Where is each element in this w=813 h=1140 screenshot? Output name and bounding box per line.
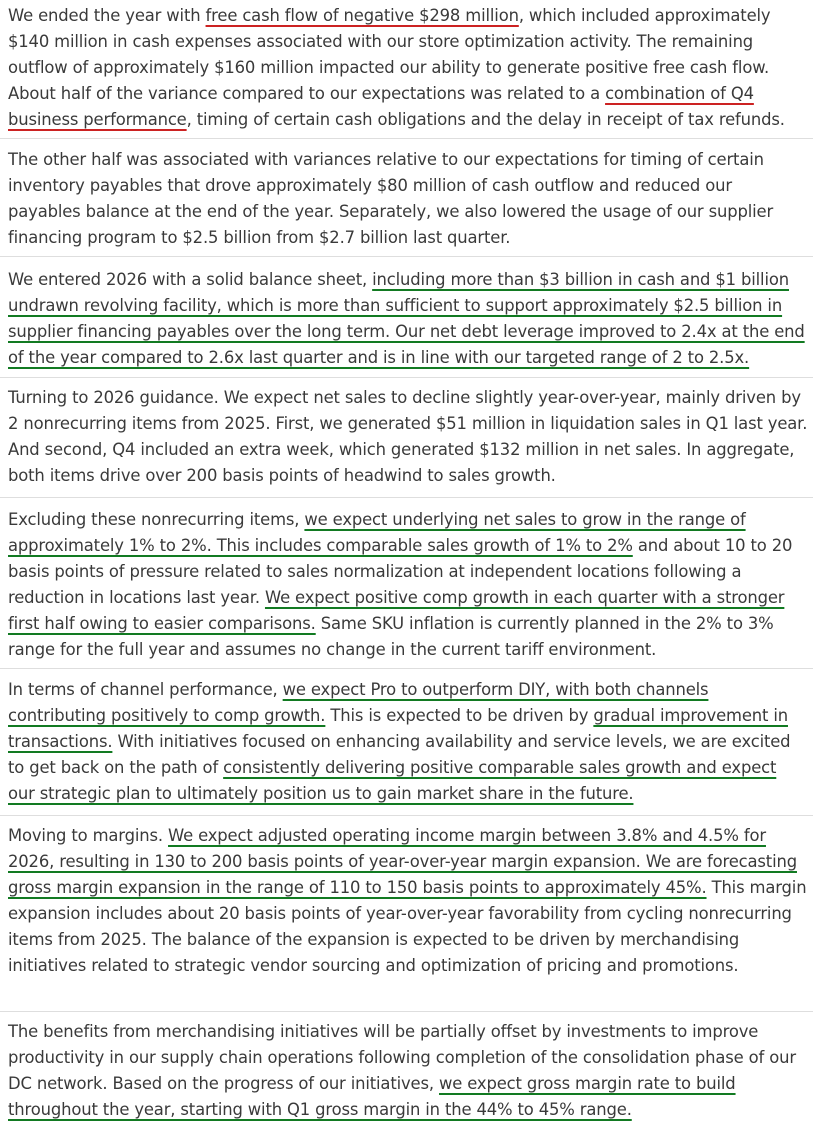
text-run: Moving to margins. (8, 826, 169, 845)
text-run: The other half was associated with variances relative to our expectations for timing of certain inventory payables that drove approximately $80 million of cash outflow and reduced our payables balance at the end of the year. Separately, we also lowered the usage of our supplier financing program to $2.5 billion from $2.7 billion last quarter. (8, 150, 774, 247)
green-underline-highlight: gradual improvement in transactions. (8, 706, 788, 751)
text-run: , timing of certain cash obligations and the delay in receipt of tax refunds. (186, 110, 785, 129)
paragraph (8, 147, 808, 251)
text-run: This margin expansion includes about 20 basis points of year-over-year favorability from cycling nonrecurring items from 2025. The balance of the expansion is expected to be driven by merchandising initiatives related to strategic vendor sourcing and optimization of pricing and promotions. (8, 878, 807, 975)
text-run: Excluding these nonrecurring items, (8, 510, 305, 529)
text-run: With initiatives focused on enhancing availability and service levels, we are excited to get back on the path of (8, 732, 791, 777)
paragraph-divider (0, 668, 813, 669)
paragraph (8, 677, 808, 807)
paragraph (8, 385, 808, 489)
paragraph (8, 823, 808, 979)
text-run: Same SKU inflation is currently planned in the 2% to 3% range for the full year and assumes no change in the current tariff environment. (8, 614, 774, 659)
paragraph (8, 507, 808, 663)
green-underline-highlight: we expect Pro to outperform DIY, with both channels contributing positively to comp growth. (8, 680, 709, 725)
paragraph-divider (0, 256, 813, 257)
green-underline-highlight: we expect gross margin rate to build throughout the year, starting with Q1 gross margin in the 44% to 45% range. (8, 1074, 736, 1119)
green-underline-highlight: consistently delivering positive comparable sales growth and expect our strategic plan to ultimately position us to gain market share in the future. (8, 758, 777, 803)
text-run: This is expected to be driven by (325, 706, 594, 725)
paragraph-divider (0, 138, 813, 139)
text-run: We ended the year with (8, 6, 206, 25)
paragraph-divider (0, 497, 813, 498)
paragraph-divider (0, 377, 813, 378)
red-underline-highlight: free cash flow of negative $298 million (205, 6, 519, 25)
paragraph (8, 3, 808, 133)
green-underline-highlight: including more than $3 billion in cash and $1 billion undrawn revolving facility, which is more than sufficient to support approximately $2.5 billion in supplier financing payables over the long term. Our net debt leverage improved to 2.4x at the end of the year compared to 2.6x last quarter and is in line with our targeted range of 2 to 2.5x. (8, 270, 805, 367)
text-run: The benefits from merchandising initiatives will be partially offset by investments to improve productivity in our supply chain operations following completion of the consolidation phase of our DC network. Based on the progress of our initiatives, (8, 1022, 796, 1093)
paragraph-divider (0, 1011, 813, 1012)
paragraph-divider (0, 815, 813, 816)
red-underline-highlight: combination of Q4 business performance (8, 84, 754, 129)
text-run: , which included approximately $140 million in cash expenses associated with our store optimization activity. The remaining outflow of approximately $160 million impacted our ability to generate positive free cash flow. About half of the variance compared to our expectations was related to a (8, 6, 771, 103)
text-run: We entered 2026 with a solid balance sheet, (8, 270, 373, 289)
green-underline-highlight: We expect adjusted operating income margin between 3.8% and 4.5% for 2026, resulting in 130 to 200 basis points of year-over-year margin expansion. We are forecasting gross margin expansion in the range of 110 to 150 basis points to approximately 45%. (8, 826, 797, 897)
green-underline-highlight: we expect underlying net sales to grow in the range of approximately 1% to 2%. This includes comparable sales growth of 1% to 2% (8, 510, 746, 555)
paragraph (8, 1019, 808, 1123)
green-underline-highlight: We expect positive comp growth in each quarter with a stronger first half owing to easier comparisons. (8, 588, 785, 633)
text-run: Turning to 2026 guidance. We expect net sales to decline slightly year-over-year, mainly driven by 2 nonrecurring items from 2025. First, we generated $51 million in liquidation sales in Q1 last year. And second, Q4 included an extra week, which generated $132 million in net sales. In aggregate, both items drive over 200 basis points of headwind to sales growth. (8, 388, 808, 485)
text-run: and about 10 to 20 basis points of pressure related to sales normalization at independent locations following a reduction in locations last year. (8, 536, 793, 607)
text-run: In terms of channel performance, (8, 680, 283, 699)
paragraph (8, 267, 808, 371)
